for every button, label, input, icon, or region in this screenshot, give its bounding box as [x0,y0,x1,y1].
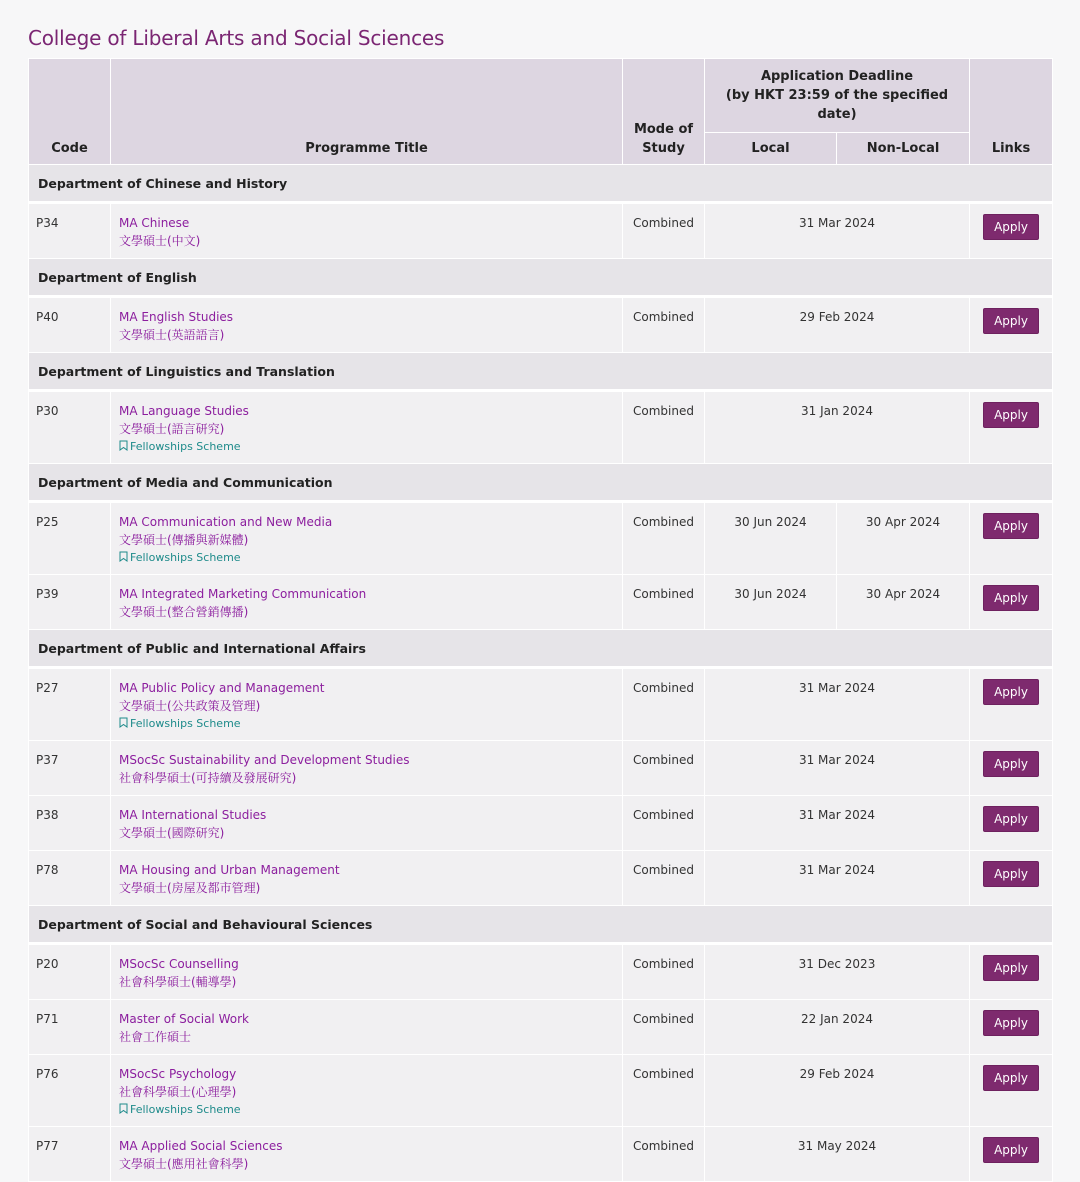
department-name: Department of Chinese and History [29,165,1053,203]
programme-title-en-link[interactable]: MA Communication and New Media [119,515,333,529]
programme-title-zh-link[interactable]: 文學碩士(整合營銷傳播) [119,605,249,619]
fellowships-scheme-label: Fellowships Scheme [130,551,241,564]
links-cell [970,741,1053,796]
links-cell [970,1127,1053,1182]
deadline-non-local: 30 Apr 2024 [837,502,970,575]
apply-button[interactable]: Apply [983,585,1039,611]
programme-title-en-link[interactable]: MSocSc Psychology [119,1067,237,1081]
programme-title-cell [111,575,623,630]
mode-of-study: Combined [623,1055,705,1127]
programme-title-cell [111,1055,623,1127]
mode-of-study: Combined [623,741,705,796]
programme-title-cell [111,741,623,796]
programme-title-cell [111,796,623,851]
programme-code: P38 [29,796,111,851]
links-cell [970,575,1053,630]
application-deadline: 31 Mar 2024 [705,668,970,741]
mode-of-study: Combined [623,1000,705,1055]
apply-button[interactable]: Apply [983,1010,1039,1036]
links-cell [970,391,1053,464]
header-local: Local [705,133,837,165]
fellowships-scheme-link[interactable] [119,438,614,455]
programme-title-en-link[interactable]: MA International Studies [119,808,267,822]
programme-title-en-link[interactable]: MA English Studies [119,310,234,324]
mode-of-study: Combined [623,944,705,1000]
mode-of-study: Combined [623,851,705,906]
deadline-local: 30 Jun 2024 [705,575,837,630]
programme-title-zh-link[interactable]: 文學碩士(英語語言) [119,328,225,342]
application-deadline: 31 Jan 2024 [705,391,970,464]
fellowships-scheme-link[interactable] [119,549,614,566]
programme-row [29,796,1053,851]
mode-of-study: Combined [623,502,705,575]
header-code: Code [29,59,111,165]
fellowships-scheme-link[interactable] [119,715,614,732]
apply-button[interactable]: Apply [983,679,1039,705]
programme-title-en-link[interactable]: MA Chinese [119,216,190,230]
links-cell [970,203,1053,259]
application-deadline: 29 Feb 2024 [705,1055,970,1127]
mode-of-study: Combined [623,1127,705,1182]
programme-title-en-link[interactable]: MSocSc Counselling [119,957,239,971]
programme-code: P39 [29,575,111,630]
fellowships-scheme-label: Fellowships Scheme [130,1103,241,1116]
programme-title-zh-link[interactable]: 文學碩士(房屋及都市管理) [119,881,261,895]
programme-title-zh-link[interactable]: 文學碩士(傳播與新媒體) [119,533,249,547]
fellowships-scheme-link[interactable] [119,1101,614,1118]
programme-title-en-link[interactable]: MA Language Studies [119,404,249,418]
programme-code: P25 [29,502,111,575]
programme-table [28,58,1053,1182]
application-deadline: 22 Jan 2024 [705,1000,970,1055]
apply-button[interactable]: Apply [983,806,1039,832]
programme-title-zh-link[interactable]: 社會科學碩士(心理學) [119,1085,237,1099]
header-mode-line1: Mode of [633,122,694,137]
apply-button[interactable]: Apply [983,308,1039,334]
programme-title-en-link[interactable]: MA Housing and Urban Management [119,863,340,877]
table-body [29,165,1053,1182]
application-deadline: 31 Mar 2024 [705,203,970,259]
apply-button[interactable]: Apply [983,402,1039,428]
bookmark-icon [119,440,128,451]
department-name: Department of Linguistics and Translation [29,353,1053,391]
mode-of-study: Combined [623,575,705,630]
programme-title-en-link[interactable]: MA Public Policy and Management [119,681,325,695]
department-row [29,464,1053,502]
programme-title-zh-link[interactable]: 文學碩士(公共政策及管理) [119,699,261,713]
programme-title-cell [111,203,623,259]
bookmark-icon [119,551,128,562]
programme-row [29,203,1053,259]
application-deadline: 31 Mar 2024 [705,796,970,851]
programme-title-en-link[interactable]: MA Applied Social Sciences [119,1139,283,1153]
programme-code: P30 [29,391,111,464]
programme-row [29,741,1053,796]
department-row [29,259,1053,297]
page-title: College of Liberal Arts and Social Sciences [28,26,445,50]
programme-code: P78 [29,851,111,906]
department-row [29,353,1053,391]
application-deadline: 31 Mar 2024 [705,851,970,906]
header-links: Links [970,59,1053,165]
programme-title-en-link[interactable]: Master of Social Work [119,1012,249,1026]
programme-row [29,502,1053,575]
programme-row [29,1055,1053,1127]
header-mode-of-study [623,59,705,165]
mode-of-study: Combined [623,796,705,851]
programme-title-en-link[interactable]: MA Integrated Marketing Communication [119,587,367,601]
table-header [29,59,1053,165]
programme-code: P40 [29,297,111,353]
programme-code: P34 [29,203,111,259]
header-deadline-line1: Application Deadline [760,69,914,84]
programme-code: P77 [29,1127,111,1182]
programme-row [29,297,1053,353]
apply-button[interactable]: Apply [983,1137,1039,1163]
apply-button[interactable]: Apply [983,214,1039,240]
programme-code: P27 [29,668,111,741]
application-deadline: 29 Feb 2024 [705,297,970,353]
header-programme-title: Programme Title [111,59,623,165]
links-cell [970,297,1053,353]
programme-title-cell [111,1127,623,1182]
apply-button[interactable]: Apply [983,1065,1039,1091]
programme-title-zh-link[interactable]: 社會科學碩士(輔導學) [119,975,237,989]
programme-title-cell [111,391,623,464]
programme-row [29,851,1053,906]
fellowships-scheme-label: Fellowships Scheme [130,717,241,730]
programme-title-zh-link[interactable]: 文學碩士(國際研究) [119,826,225,840]
programme-row [29,668,1053,741]
programme-title-cell [111,851,623,906]
programme-title-cell [111,502,623,575]
mode-of-study: Combined [623,391,705,464]
header-application-deadline [705,59,970,133]
header-mode-line2: Study [642,141,685,156]
programme-title-cell [111,297,623,353]
programme-title-cell [111,668,623,741]
application-deadline: 31 May 2024 [705,1127,970,1182]
department-row [29,630,1053,668]
links-cell [970,796,1053,851]
department-row [29,906,1053,944]
links-cell [970,1055,1053,1127]
programme-code: P37 [29,741,111,796]
department-row [29,165,1053,203]
mode-of-study: Combined [623,203,705,259]
deadline-non-local: 30 Apr 2024 [837,575,970,630]
header-deadline-line2: (by HKT 23:59 of the specified date) [725,88,949,122]
programme-title-cell [111,1000,623,1055]
links-cell [970,668,1053,741]
mode-of-study: Combined [623,668,705,741]
links-cell [970,502,1053,575]
programme-row [29,1127,1053,1182]
mode-of-study: Combined [623,297,705,353]
department-name: Department of Media and Communication [29,464,1053,502]
programme-title-zh-link[interactable]: 文學碩士(應用社會科學) [119,1157,249,1171]
programme-title-cell [111,944,623,1000]
fellowships-scheme-label: Fellowships Scheme [130,440,241,453]
department-name: Department of English [29,259,1053,297]
links-cell [970,851,1053,906]
apply-button[interactable]: Apply [983,751,1039,777]
programme-title-zh-link[interactable]: 文學碩士(語言研究) [119,422,225,436]
apply-button[interactable]: Apply [983,861,1039,887]
bookmark-icon [119,717,128,728]
links-cell [970,1000,1053,1055]
bookmark-icon [119,1103,128,1114]
programme-title-zh-link[interactable]: 文學碩士(中文) [119,234,201,248]
deadline-local: 30 Jun 2024 [705,502,837,575]
programme-title-en-link[interactable]: MSocSc Sustainability and Development Studies [119,753,410,767]
links-cell [970,944,1053,1000]
department-name: Department of Public and International Affairs [29,630,1053,668]
programme-title-zh-link[interactable]: 社會工作碩士 [119,1030,192,1044]
application-deadline: 31 Dec 2023 [705,944,970,1000]
department-name: Department of Social and Behavioural Sciences [29,906,1053,944]
programme-row [29,944,1053,1000]
programme-row [29,575,1053,630]
apply-button[interactable]: Apply [983,513,1039,539]
programme-title-zh-link[interactable]: 社會科學碩士(可持續及發展研究) [119,771,297,785]
programme-row [29,1000,1053,1055]
application-deadline: 31 Mar 2024 [705,741,970,796]
programme-code: P71 [29,1000,111,1055]
programme-row [29,391,1053,464]
programme-code: P76 [29,1055,111,1127]
programme-code: P20 [29,944,111,1000]
apply-button[interactable]: Apply [983,955,1039,981]
header-non-local: Non-Local [837,133,970,165]
